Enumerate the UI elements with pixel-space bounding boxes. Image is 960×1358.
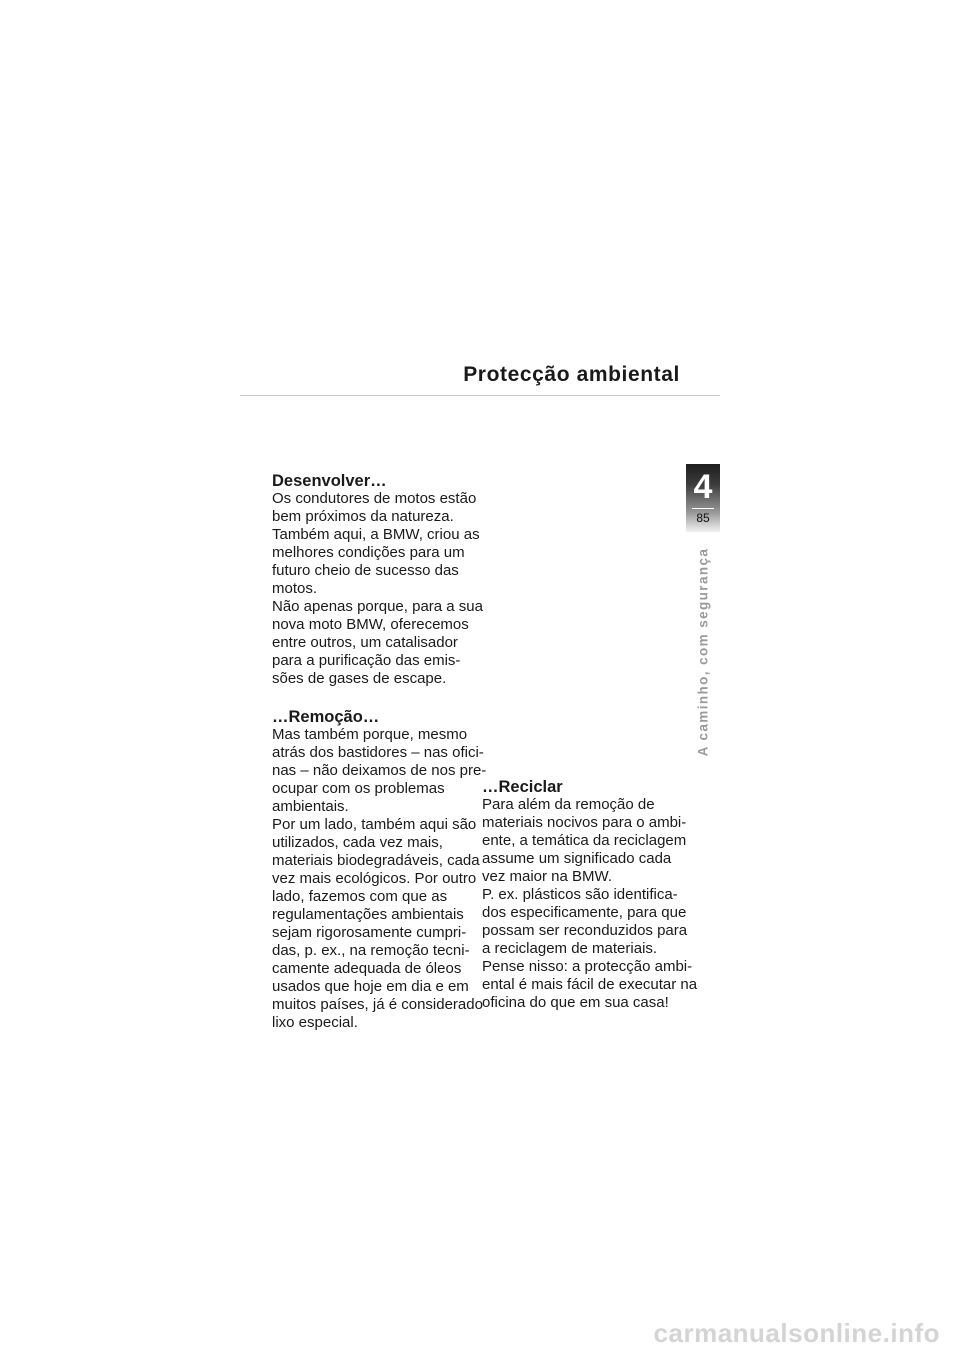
chapter-side-label: A caminho, com segurança <box>695 547 711 757</box>
section-heading: …Remoção… <box>272 708 380 726</box>
text-line: Os condutores de motos estão <box>272 490 477 507</box>
text-line: Para além da remoção de <box>482 796 655 813</box>
text-line: vez mais ecológicos. Por outro <box>272 870 477 887</box>
text-line: ental é mais fácil de executar na <box>482 976 698 993</box>
text-line: a reciclagem de materiais. <box>482 940 658 957</box>
text-line: muitos países, já é considerado <box>272 996 483 1013</box>
text-line: possam ser reconduzidos para <box>482 922 688 939</box>
text-line: nova moto BMW, oferecemos <box>272 616 469 633</box>
page-title: Protecção ambiental <box>463 363 680 386</box>
section-body <box>272 490 482 688</box>
section-reciclar <box>482 778 698 1012</box>
chapter-divider <box>692 508 714 509</box>
text-line: entre outros, um catalisador <box>272 634 458 651</box>
text-line: Pense nisso: a protecção ambi- <box>482 958 693 975</box>
text-line: Não apenas porque, para a sua <box>272 598 483 615</box>
text-line: camente adequada de óleos <box>272 960 462 977</box>
section-body <box>272 726 487 1032</box>
text-line: materiais biodegradáveis, cada <box>272 852 480 869</box>
text-line: motos. <box>272 580 318 597</box>
section-body <box>482 796 698 1012</box>
page-number: 85 <box>696 511 710 525</box>
text-line: ambientais. <box>272 798 349 815</box>
right-column <box>482 778 698 1012</box>
text-line: melhores condições para um <box>272 544 465 561</box>
text-line: atrás dos bastidores – nas ofici- <box>272 744 484 761</box>
text-line: assume um significado cada <box>482 850 672 867</box>
left-column <box>272 472 487 1032</box>
text-line: utilizados, cada vez mais, <box>272 834 443 851</box>
text-line: materiais nocivos para o ambi- <box>482 814 687 831</box>
watermark: carmanualsonline.info <box>653 1318 940 1348</box>
chapter-number: 4 <box>693 468 713 506</box>
text-line: vez maior na BMW. <box>482 868 613 885</box>
text-line: Mas também porque, mesmo <box>272 726 468 743</box>
text-line: sões de gases de escape. <box>272 670 447 687</box>
text-line: lado, fazemos com que as <box>272 888 448 905</box>
text-line: Também aqui, a BMW, criou as <box>272 526 480 543</box>
text-line: P. ex. plásticos são identifica- <box>482 886 678 903</box>
section-heading: …Reciclar <box>482 778 563 796</box>
text-line: para a purificação das emis- <box>272 652 461 669</box>
section-heading: Desenvolver… <box>272 472 387 490</box>
chapter-tab <box>686 464 720 532</box>
text-line: regulamentações ambientais <box>272 906 464 923</box>
text-line: dos especificamente, para que <box>482 904 687 921</box>
text-line: futuro cheio de sucesso das <box>272 562 459 579</box>
text-line: nas – não deixamos de nos pre- <box>272 762 487 779</box>
text-line: das, p. ex., na remoção tecni- <box>272 942 470 959</box>
text-line: Por um lado, também aqui são <box>272 816 477 833</box>
text-line: lixo especial. <box>272 1014 358 1031</box>
section-desenvolver <box>272 472 482 688</box>
text-line: usados que hoje em dia e em <box>272 978 469 995</box>
text-line: sejam rigorosamente cumpri- <box>272 924 467 941</box>
text-line: oficina do que em sua casa! <box>482 994 669 1011</box>
text-line: ocupar com os problemas <box>272 780 445 797</box>
text-line: ente, a temática da reciclagem <box>482 832 687 849</box>
text-line: bem próximos da natureza. <box>272 508 454 525</box>
title-divider <box>240 395 720 396</box>
section-remocao <box>272 708 487 1032</box>
